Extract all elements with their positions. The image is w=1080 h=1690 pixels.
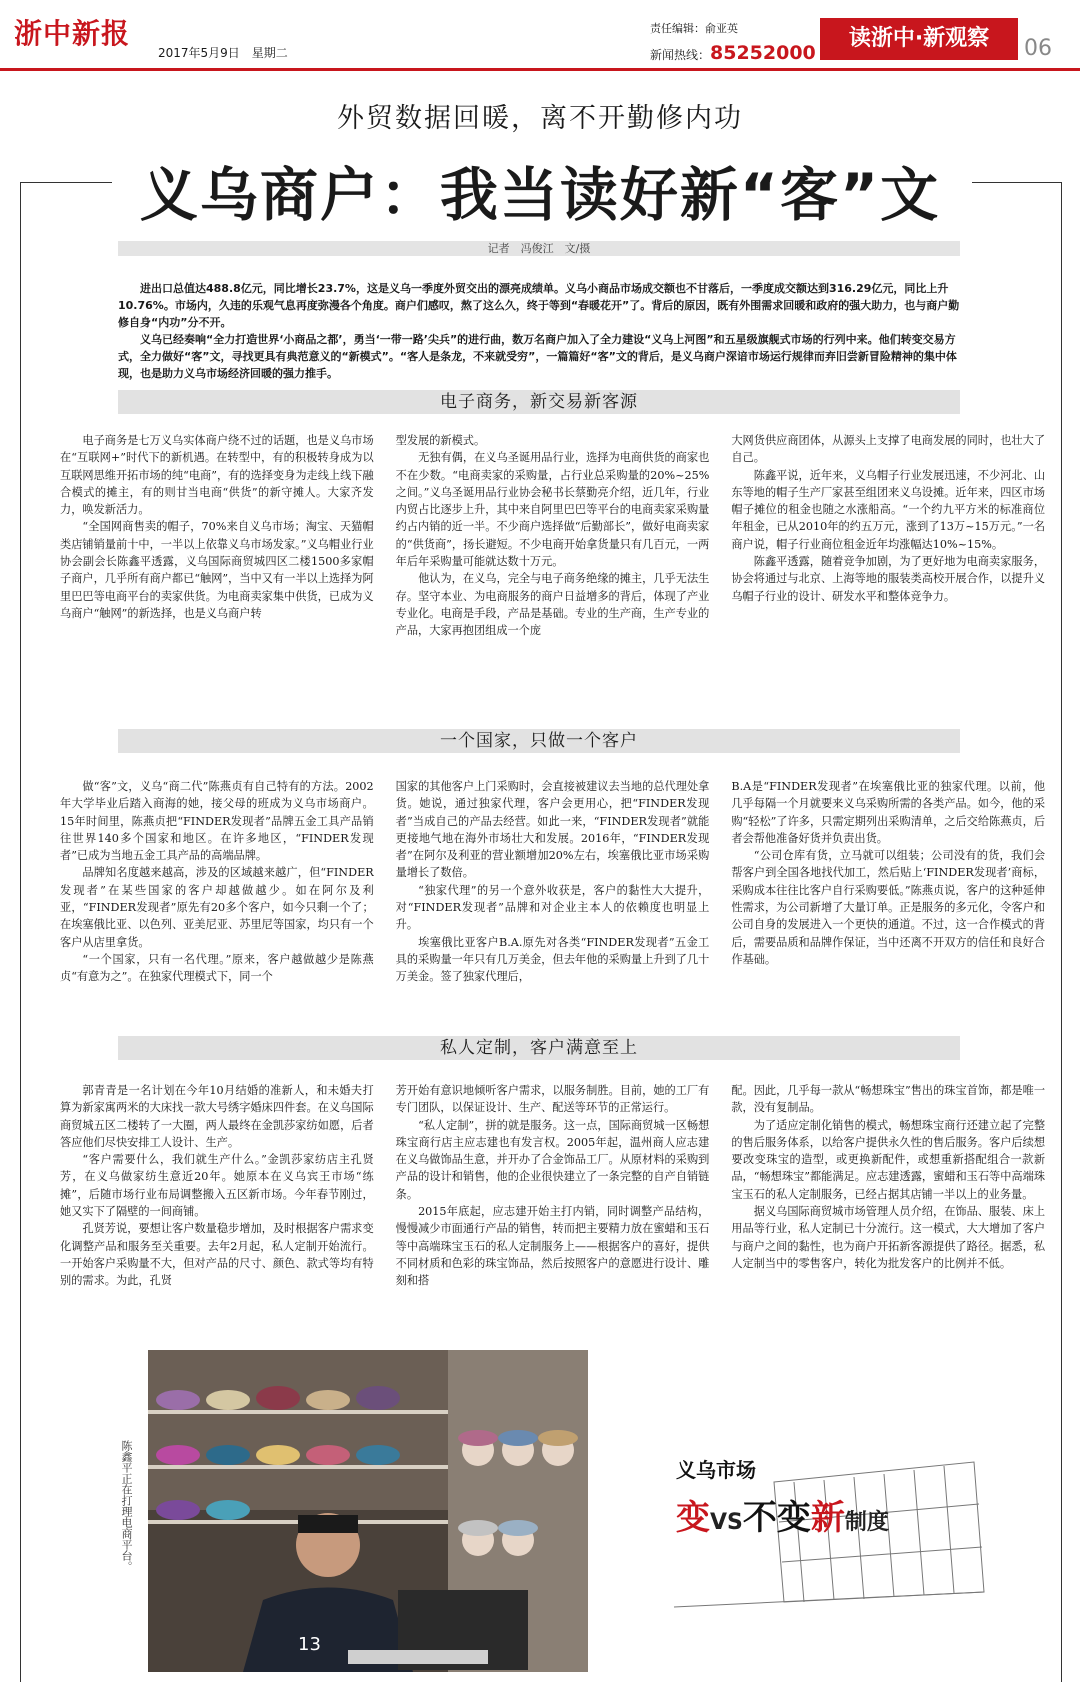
body-paragraph: 做“客”文，义乌“商二代”陈燕贞有自己特有的方法。2002年大学毕业后踏入商海的她，接父母的班成为义乌市场商户。15年时间里，陈燕贞把“FINDER发现者”品牌五金工具产品销往世界140多个国家和地区。在许多地区，“FINDER发现者”已成为当地五金工具产品的高端品牌。 <box>60 780 374 863</box>
series-slogan <box>676 1490 889 1539</box>
body-paragraph: 配。因此，几乎每一款从“畅想珠宝”售出的珠宝首饰，都是唯一款，没有复制品。 <box>731 1084 1046 1115</box>
hotline-label: 新闻热线： <box>650 48 711 62</box>
masthead <box>0 0 1080 70</box>
section-heading: 电子商务，新交易新客源 <box>118 390 960 414</box>
body-paragraph: 郭青青是一名计划在今年10月结婚的准新人，和未婚夫打算为新家寓两米的大床找一款大号绣字婚床四件套。在义乌国际商贸城五区二楼转了一大圈，两人最终在金凯莎家纺如愿，后者答应他们尽快安排工人设计、生产。 <box>60 1084 374 1149</box>
lead-paragraph: 进出口总值达488.8亿元，同比增长23.7%，这是义乌一季度外贸交出的漂亮成绩单。义乌小商品市场成交额也不甘落后，一季度成交额达到316.29亿元，同比上升10.76%。市场内，久违的乐观气息再度弥漫各个角度。商户们感叹，熬了这么久，终于等到“春暖花开”了。背后的原因，既有外围需求回暖和政府的强大助力，也与商户勤修自身“内功”分不开。 <box>118 282 960 329</box>
body-paragraph: 芳开始有意识地倾听客户需求，以服务制胜。目前，她的工厂有专门团队，以保证设计、生产、配送等环节的正常运行。 <box>395 1084 710 1115</box>
body-paragraph: 陈鑫平透露，随着竞争加剧，为了更好地为电商卖家服务，协会将通过与北京、上海等地的服装类高校开展合作，以提升义乌帽子行业的设计、研发水平和整体竞争力。 <box>731 555 1046 603</box>
text-column <box>60 432 374 682</box>
body-paragraph: 无独有偶，在义乌圣诞用品行业，选择为电商供货的商家也不在少数。“电商卖家的采购量，占行业总采购量的20%~25%之间。”义乌圣诞用品行业协会秘书长蔡勤亮介绍，近几年，行业内贸占比逐步上升，其中来自阿里巴巴等平台的电商卖家采购量约占内销的近一半。不少商户选择做“后勤部长”，做好电商卖家的“供货商”，扬长避短。不少电商开始拿货量只有几百元，一两年后年采购量可能就达数十万元。 <box>395 451 710 569</box>
svg-text:13: 13 <box>298 1634 321 1655</box>
section-body <box>60 1082 1045 1327</box>
body-paragraph: 2015年底起，应志建开始主打内销，同时调整产品结构，慢慢减少市面通行产品的销售，转而把主要精力放在蜜蜡和玉石等中高端珠宝玉石的私人定制服务上——根据客户的喜好，提供不同材质和色彩的珠宝饰品，然后按照客户的意愿进行设计、雕刻和搭 <box>395 1205 710 1288</box>
body-paragraph: “一个国家，只有一名代理。”原来，客户越做越少是陈燕贞“有意为之”。在独家代理模式下，同一个 <box>60 952 374 984</box>
masthead-rule <box>0 68 1080 71</box>
frame-rule-right <box>972 182 1062 183</box>
section-heading: 私人定制，客户满意至上 <box>118 1036 960 1060</box>
body-paragraph: 孔贤芳说，要想让客户数量稳步增加，及时根据客户需求变化调整产品和服务至关重要。去年2月起，私人定制开始流行。一开始客户采购量不大，但对产品的尺寸、颜色、款式等均有特别的需求。为此，孔贤 <box>60 1222 374 1288</box>
byline: 记者 冯俊江 文/摄 <box>118 241 960 256</box>
frame-rule-left <box>20 182 112 183</box>
body-paragraph: “公司仓库有货，立马就可以组装；公司没有的货，我们会帮客户到全国各地找代加工，然后贴上‘FINDER发现者’商标，采购成本往往比客户自行采购要低。”陈燕贞说，客户的这种延伸性需求，为公司新增了大量订单。正是服务的多元化，令客户和公司自身的发展进入一个更快的通道。不过，这一合作模式的背后，需要品质和品牌作保证，当中还离不开双方的信任和良好合作基础。 <box>731 849 1046 966</box>
series-logo <box>654 1442 994 1617</box>
page-number: 06 <box>1024 36 1052 61</box>
section-body <box>60 778 1045 1028</box>
body-paragraph: 型发展的新模式。 <box>395 434 486 447</box>
editor-credit: 责任编辑：俞亚英 <box>650 22 738 35</box>
body-paragraph: “独家代理”的另一个意外收获是，客户的黏性大大提升，对“FINDER发现者”品牌和对企业主本人的依赖度也明显上升。 <box>395 883 710 932</box>
body-paragraph: B.A是“FINDER发现者”在埃塞俄比亚的独家代理。以前，他几乎每隔一个月就要来义乌采购所需的各类产品。如今，他的采购“轻松”了许多，只需定期列出采购清单，之后交给陈燕贞，后者会帮他准备好货并负责出货。 <box>731 780 1046 845</box>
body-paragraph: “全国网商售卖的帽子，70%来自义乌市场；淘宝、天猫帽类店铺销量前十中，一半以上依靠义乌市场发家。”义乌帽业行业协会副会长陈鑫平透露，义乌国际商贸城四区二楼1500多家帽子商户，几乎所有商户都已“触网”，当中又有一半以上选择为阿里巴巴等电商平台的卖家供货。为电商卖家集中供货，已成为义乌商户“触网”的新选择，也是义乌商户转 <box>60 520 374 620</box>
hotline-number: 85252000 <box>710 42 816 64</box>
main-headline: 义乌商户：我当读好新“客”文 <box>139 161 941 229</box>
slogan-change: 变 <box>676 1498 710 1538</box>
body-paragraph: 电子商务是七万义乌实体商户绕不过的话题，也是义乌市场在“互联网+”时代下的新机遇。在转型中，有的积极转身成为以互联网思维开拓市场的纯“电商”，有的选择变身为走线上线下融合模式的摊主，有的则甘当电商“供货”的新守摊人。大家齐发力，唤发新活力。 <box>60 434 374 517</box>
body-paragraph: 他认为，在义乌，完全与电子商务绝缘的摊主，几乎无法生存。坚守本业、为电商服务的商户日益增多的背后，体现了产业专业化。电商是手段，产品是基础。专业的生产商，生产专业的产品，大家再抱团组成一个庞 <box>395 572 710 638</box>
slogan-nochange: 不变 <box>742 1498 811 1538</box>
body-paragraph: 据义乌国际商贸城市场管理人员介绍，在饰品、服装、床上用品等行业，私人定制已十分流行。这一模式，大大增加了客户与商户之间的黏性，也为商户开拓新客源提供了路径。据悉，私人定制当中的零售客户，转化为批发客户的比例并不低。 <box>731 1205 1046 1270</box>
body-paragraph: “客户需要什么，我们就生产什么。”金凯莎家纺店主孔贤芳，在义乌做家纺生意近20年。她原本在义乌宾王市场“练摊”，后随市场行业布局调整搬入五区新市场。今年春节刚过，她又实下了隔壁的一间商铺。 <box>60 1153 374 1219</box>
headline-kicker: 外贸数据回暖，离不开勤修内功 <box>337 103 743 134</box>
text-column <box>60 1082 374 1327</box>
slogan-rule: 制度 <box>844 1510 889 1535</box>
news-photo <box>148 1350 588 1672</box>
section-heading: 一个国家，只做一个客户 <box>118 729 960 753</box>
text-column <box>731 778 1045 1028</box>
news-hotline <box>650 42 816 64</box>
section-banner: 读浙中·新观察 <box>820 18 1018 60</box>
body-paragraph: 品牌知名度越来越高，涉及的区域越来越广，但“FINDER发现者”在某些国家的客户却越做越少。如在阿尔及利亚，“FINDER发现者”原先有20多个客户，如今只剩一个了；在埃塞俄比亚、以色列、亚美尼亚、苏里尼等国家，均只有一个客户从店里拿货。 <box>60 866 374 949</box>
text-column <box>60 778 374 1028</box>
slogan-vs: VS <box>710 1510 743 1535</box>
photo-illustration <box>148 1350 588 1672</box>
slogan-new: 新 <box>810 1498 845 1538</box>
text-column <box>396 432 710 682</box>
body-paragraph: 国家的其他客户上门采购时，会直接被建议去当地的总代理处拿货。她说，通过独家代理，客户会更用心，把“FINDER发现者”当成自己的产品去经营。如此一来，“FINDER发现者”就能更接地气地在海外市场壮大和发展。2016年，“FINDER发现者”在阿尔及利亚的营业额增加20%左右，埃塞俄比亚市场采购量增长了数倍。 <box>395 780 710 880</box>
frame-border-right <box>1061 182 1062 1682</box>
newspaper-logo: 浙中新报 <box>14 17 131 50</box>
text-column <box>396 778 710 1028</box>
text-column <box>396 1082 710 1327</box>
body-paragraph: 大网货供应商团体，从源头上支撑了电商发展的同时，也壮大了自己。 <box>731 434 1046 465</box>
caption-text: 陈鑫平正在打理电商平台。 <box>120 1440 133 1572</box>
body-paragraph: “私人定制”，拼的就是服务。这一点，国际商贸城一区畅想珠宝商行店主应志建也有发言权。2005年起，温州商人应志建在义乌做饰品生意，并开办了合金饰品工厂。从原材料的采购到产品的设计和销售，他的企业很快建立了一条完整的自产自销链条。 <box>395 1118 710 1201</box>
lead-paragraphs <box>118 280 960 382</box>
body-paragraph: 为了适应定制化销售的模式，畅想珠宝商行还建立起了完整的售后服务体系，以给客户提供永久性的售后服务。客户后续想要改变珠宝的造型，或更换新配件，或想重新搭配组合一款新品，“畅想珠宝”都能满足。应志建透露，蜜蜡和玉石等中高端珠宝玉石的私人定制服务，已经占据其店铺一半以上的业务量。 <box>731 1118 1046 1201</box>
photo-caption <box>118 1440 134 1572</box>
lead-paragraph: 义乌已经奏响“全力打造世界‘小商品之都’，勇当‘一带一路’尖兵”的进行曲，数万名商户加入了全力建设“义乌上河图”和五星级旗舰式市场的行列中来。他们转变交易方式，全力做好“客”文，寻找更具有典范意义的“新模式”。“客人是条龙，不来就受穷”，一篇篇好“客”文的背后，是义乌商户深谙市场运行规律而弃旧尝新冒险精神的集中体现，也是助力义乌市场经济回暖的强力推手。 <box>118 333 957 380</box>
frame-border-left <box>20 182 21 1682</box>
body-paragraph: 陈鑫平说，近年来，义乌帽子行业发展迅速，不少河北、山东等地的帽子生产厂家甚至组团来义乌设摊。近年来，四区市场帽子摊位的租金也随之水涨船高。“一个约九平方米的标准商位年租金，已从2010年的约五万元，涨到了13万~15万元。”一名商户说，帽子行业商位租金近年均涨幅达10%~15%。 <box>731 468 1046 551</box>
series-title: 义乌市场 <box>676 1458 756 1482</box>
section-body <box>60 432 1045 682</box>
text-column <box>731 1082 1045 1327</box>
issue-date: 2017年5月9日 星期二 <box>158 46 288 60</box>
body-paragraph: 埃塞俄比亚客户B.A.原先对各类“FINDER发现者”五金工具的采购量一年只有几万美金，但去年他的采购量上升到了几十万美金。签了独家代理后， <box>395 935 710 984</box>
text-column <box>731 432 1045 682</box>
